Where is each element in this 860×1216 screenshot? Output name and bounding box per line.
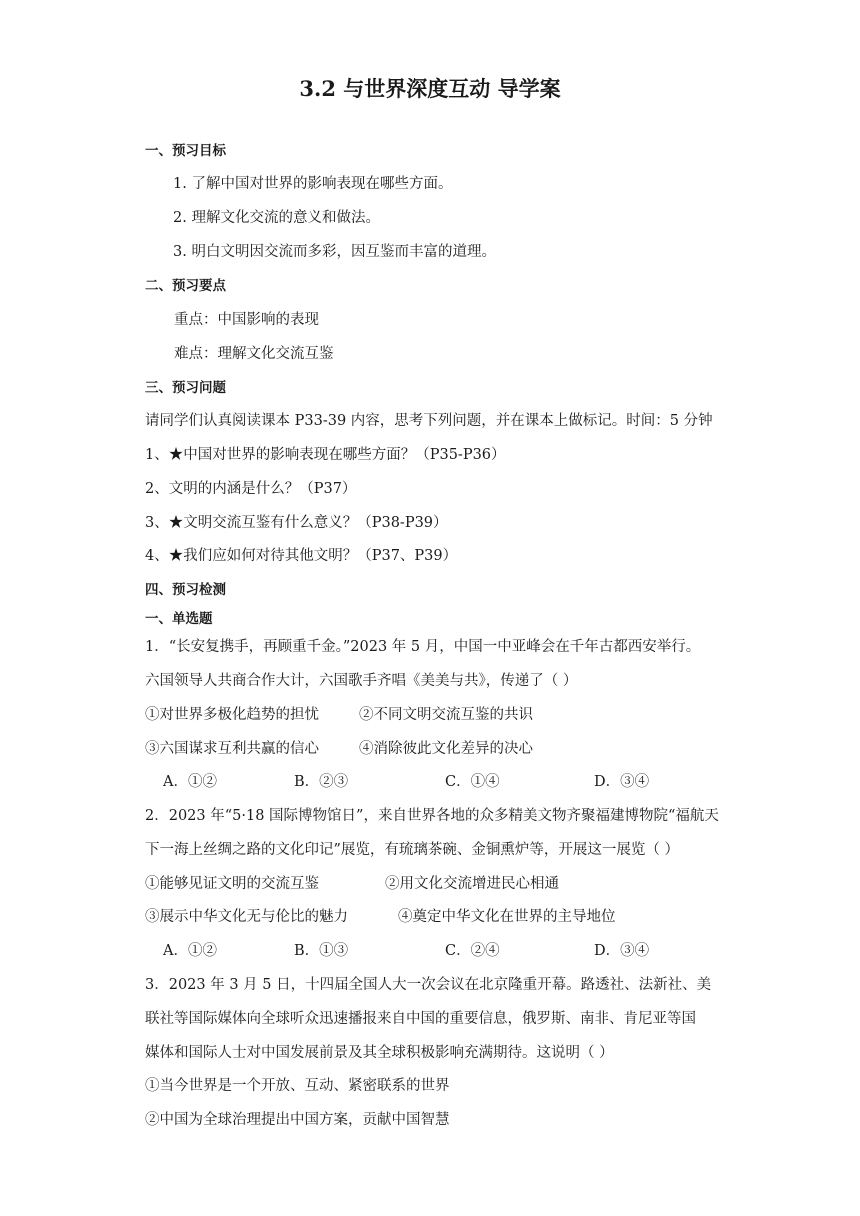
- difficult-point: 难点：理解文化交流互鉴: [174, 346, 334, 362]
- q2-stem-line: 下一海上丝绸之路的文化印记”展览，有琉璃茶碗、金铜熏炉等，开展这一展览（ ）: [145, 842, 680, 858]
- q1-stem-line: 1．“长安复携手，再顾重千金。”2023 年 5 月，中国一中亚峰会在千年古都西安举行。: [145, 639, 701, 655]
- section-heading-test: 四、预习检测: [145, 582, 226, 598]
- q3-stem-line: 媒体和国际人士对中国发展前景及其全球积极影响充满期待。这说明（ ）: [145, 1045, 614, 1061]
- q1-stem-line: 六国领导人共商合作大计，六国歌手齐唱《美美与共》，传递了（ ）: [145, 673, 578, 689]
- q1-option-c: C．①④: [445, 774, 500, 790]
- section-heading-goals: 一、预习目标: [145, 143, 226, 159]
- q2-option-d: D．③④: [594, 943, 650, 959]
- q3-statement: ①当今世界是一个开放、互动、紧密联系的世界: [145, 1078, 450, 1094]
- preview-question: 2、文明的内涵是什么？（P37）: [145, 481, 357, 497]
- preview-question: 3、★文明交流互鉴有什么意义？（P38-P39）: [145, 515, 448, 531]
- goal-item: 2. 理解文化交流的意义和做法。: [173, 210, 380, 226]
- q3-statement: ②中国为全球治理提出中国方案，贡献中国智慧: [145, 1112, 450, 1128]
- subheading-single-choice: 一、单选题: [145, 611, 213, 627]
- questions-intro: 请同学们认真阅读课本 P33-39 内容，思考下列问题，并在课本上做标记。时间：5 分钟: [145, 413, 713, 429]
- q1-statement: ②不同文明交流互鉴的共识: [359, 707, 533, 723]
- q2-statement: ①能够见证文明的交流互鉴: [145, 876, 319, 892]
- goal-item: 3. 明白文明因交流而多彩，因互鉴而丰富的道理。: [173, 244, 496, 260]
- preview-question: 1、★中国对世界的影响表现在哪些方面？（P35-P36）: [145, 447, 506, 463]
- q1-statement: ③六国谋求互利共赢的信心: [145, 741, 319, 757]
- q2-statement: ③展示中华文化无与伦比的魅力: [145, 909, 348, 925]
- section-heading-points: 二、预习要点: [145, 278, 226, 294]
- q2-statement: ④奠定中华文化在世界的主导地位: [398, 909, 616, 925]
- preview-question: 4、★我们应如何对待其他文明？（P37、P39）: [145, 548, 458, 564]
- q1-option-b: B．②③: [294, 774, 349, 790]
- q2-option-a: A．①②: [163, 943, 217, 959]
- key-point: 重点：中国影响的表现: [174, 312, 319, 328]
- q3-stem-line: 联社等国际媒体向全球听众迅速播报来自中国的重要信息，俄罗斯、南非、肯尼亚等国: [145, 1011, 696, 1027]
- q1-statement: ①对世界多极化趋势的担忧: [145, 707, 319, 723]
- q2-stem-line: 2．2023 年“5·18 国际博物馆日”，来自世界各地的众多精美文物齐聚福建博物院“福航天: [145, 808, 719, 824]
- q2-option-c: C．②④: [445, 943, 500, 959]
- section-heading-questions: 三、预习问题: [145, 380, 226, 396]
- q1-option-d: D．③④: [594, 774, 650, 790]
- q2-option-b: B．①③: [294, 943, 349, 959]
- q3-stem-line: 3．2023 年 3 月 5 日，十四届全国人大一次会议在北京隆重开幕。路透社、法新社、美: [145, 977, 712, 993]
- q2-statement: ②用文化交流增进民心相通: [385, 876, 559, 892]
- q1-statement: ④消除彼此文化差异的决心: [359, 741, 533, 757]
- q1-option-a: A．①②: [163, 774, 217, 790]
- goal-item: 1. 了解中国对世界的影响表现在哪些方面。: [173, 176, 453, 192]
- document-title: 3.2 与世界深度互动 导学案: [299, 76, 561, 101]
